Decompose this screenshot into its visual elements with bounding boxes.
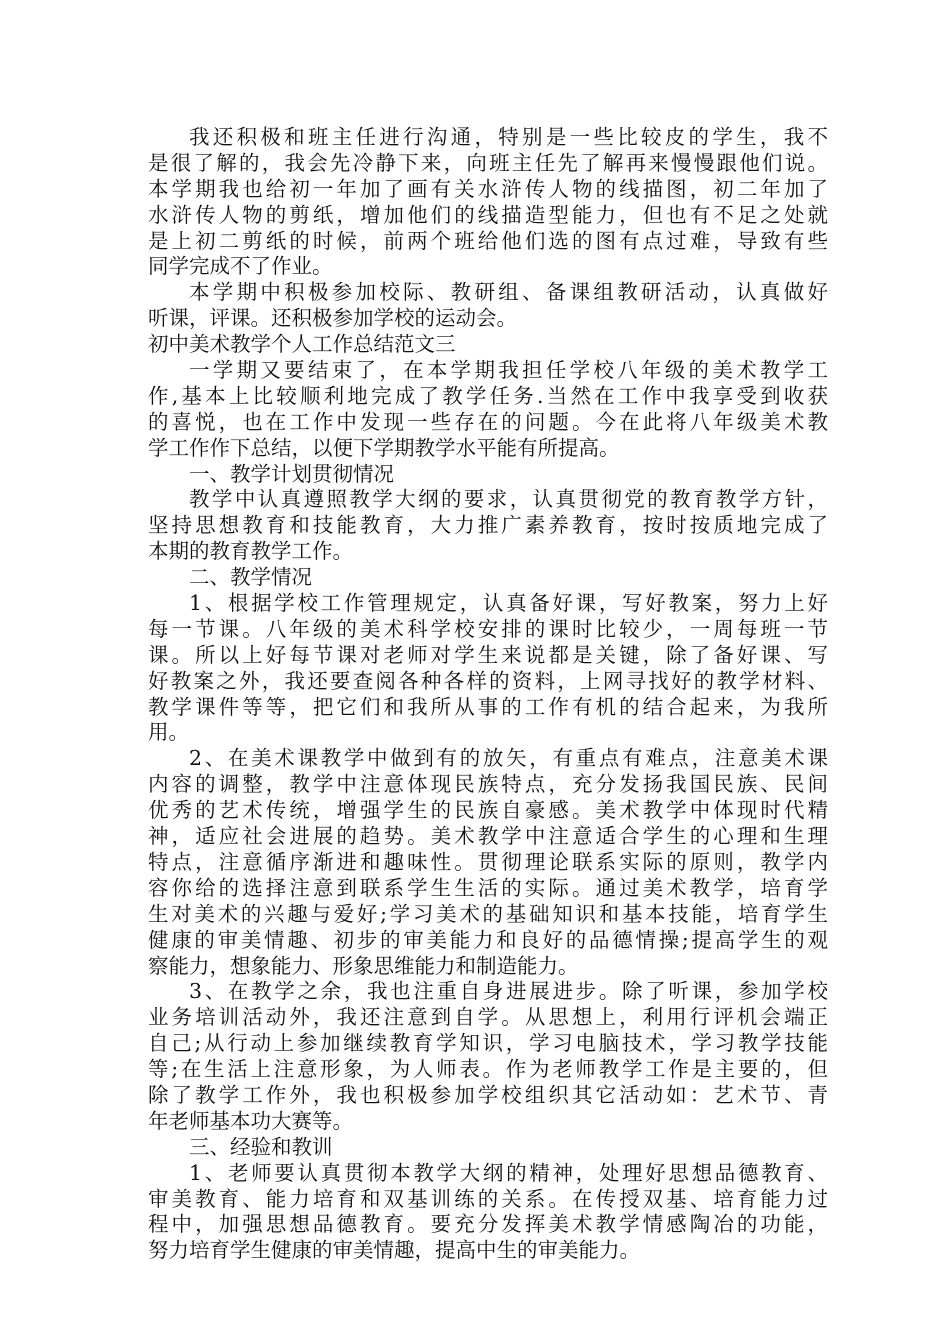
text-line: 健康的审美情趣、初步的审美能力和良好的品德情操;提高学生的观	[148, 927, 828, 952]
text-line: 水浒传人物的剪纸，增加他们的线描造型能力，但也有不足之处就	[148, 202, 828, 227]
text-line: 坚持思想教育和技能教育，大力推广素养教育，按时按质地完成了	[148, 513, 828, 538]
text-line: 学工作作下总结，以便下学期教学水平能有所提高。	[148, 435, 620, 460]
text-line: 本期的教育教学工作。	[148, 539, 353, 564]
text-line: 是上初二剪纸的时候，前两个班给他们选的图有点过难，导致有些	[148, 228, 828, 253]
text-line: 每一节课。八年级的美术科学校安排的课时比较少，一周每班一节	[148, 616, 828, 641]
text-line: 初中美术教学个人工作总结范文三	[148, 332, 456, 357]
text-line: 好教案之外，我还要查阅各种各样的资料，上网寻找好的教学材料、	[148, 668, 828, 693]
text-line: 自己;从行动上参加继续教育学知识，学习电脑技术，学习教学技能	[148, 1031, 828, 1056]
text-line: 等;在生活上注意形象，为人师表。作为老师教学工作是主要的，但	[148, 1057, 828, 1082]
text-line: 察能力，想象能力、形象思维能力和制造能力。	[148, 953, 579, 978]
text-line: 优秀的艺术传统，增强学生的民族自豪感。美术教学中体现时代精	[148, 798, 828, 823]
text-line: 年老师基本功大赛等。	[148, 1108, 353, 1133]
text-line: 听课，评课。还积极参加学校的运动会。	[148, 306, 517, 331]
text-line: 本学期中积极参加校际、教研组、备课组教研活动，认真做好	[189, 280, 828, 305]
text-line: 程中，加强思想品德教育。要充分发挥美术教学情感陶冶的功能，	[148, 1212, 828, 1237]
text-line: 3、在教学之余，我也注重自身进展进步。除了听课，参加学校	[189, 979, 828, 1004]
text-line: 努力培育学生健康的审美情趣，提高中生的审美能力。	[148, 1238, 640, 1263]
text-line: 课。所以上好每节课对老师对学生来说都是关键，除了备好课、写	[148, 642, 828, 667]
text-line: 特点，注意循序渐进和趣味性。贯彻理论联系实际的原则，教学内	[148, 849, 828, 874]
text-line: 用。	[148, 720, 189, 745]
text-line: 1、根据学校工作管理规定，认真备好课，写好教案，努力上好	[189, 591, 828, 616]
text-line: 作,基本上比较顺利地完成了教学任务.当然在工作中我享受到收获	[148, 383, 828, 408]
text-line: 二、教学情况	[189, 565, 312, 590]
text-line: 一学期又要结束了，在本学期我担任学校八年级的美术教学工	[189, 358, 828, 383]
text-line: 本学期我也给初一年加了画有关水浒传人物的线描图，初二年加了	[148, 176, 828, 201]
text-line: 的喜悦，也在工作中发现一些存在的问题。今在此将八年级美术教	[148, 409, 828, 434]
text-line: 教学中认真遵照教学大纲的要求，认真贯彻党的教育教学方针，	[189, 487, 828, 512]
text-line: 三、经验和教训	[189, 1134, 333, 1159]
text-line: 除了教学工作外，我也积极参加学校组织其它活动如：艺术节、青	[148, 1082, 828, 1107]
text-line: 审美教育、能力培育和双基训练的关系。在传授双基、培育能力过	[148, 1186, 828, 1211]
text-line: 是很了解的，我会先冷静下来，向班主任先了解再来慢慢跟他们说。	[148, 150, 828, 175]
text-line: 内容的调整，教学中注意体现民族特点，充分发扬我国民族、民间	[148, 772, 828, 797]
text-line: 2、在美术课教学中做到有的放矢，有重点有难点，注意美术课	[189, 746, 828, 771]
document-page	[148, 125, 828, 1264]
text-line: 一、教学计划贯彻情况	[189, 461, 394, 486]
text-line: 业务培训活动外，我还注意到自学。从思想上，利用行评机会端正	[148, 1005, 828, 1030]
text-line: 神，适应社会进展的趋势。美术教学中注意适合学生的心理和生理	[148, 824, 828, 849]
text-line: 教学课件等等，把它们和我所从事的工作有机的结合起来，为我所	[148, 694, 828, 719]
text-line: 我还积极和班主任进行沟通，特别是一些比较皮的学生，我不	[189, 125, 828, 149]
text-line: 容你给的选择注意到联系学生生活的实际。通过美术教学，培育学	[148, 875, 828, 900]
text-line: 同学完成不了作业。	[148, 254, 333, 279]
text-line: 1、老师要认真贯彻本教学大纲的精神，处理好思想品德教育、	[189, 1160, 828, 1185]
text-line: 生对美术的兴趣与爱好;学习美术的基础知识和基本技能，培育学生	[148, 901, 828, 926]
